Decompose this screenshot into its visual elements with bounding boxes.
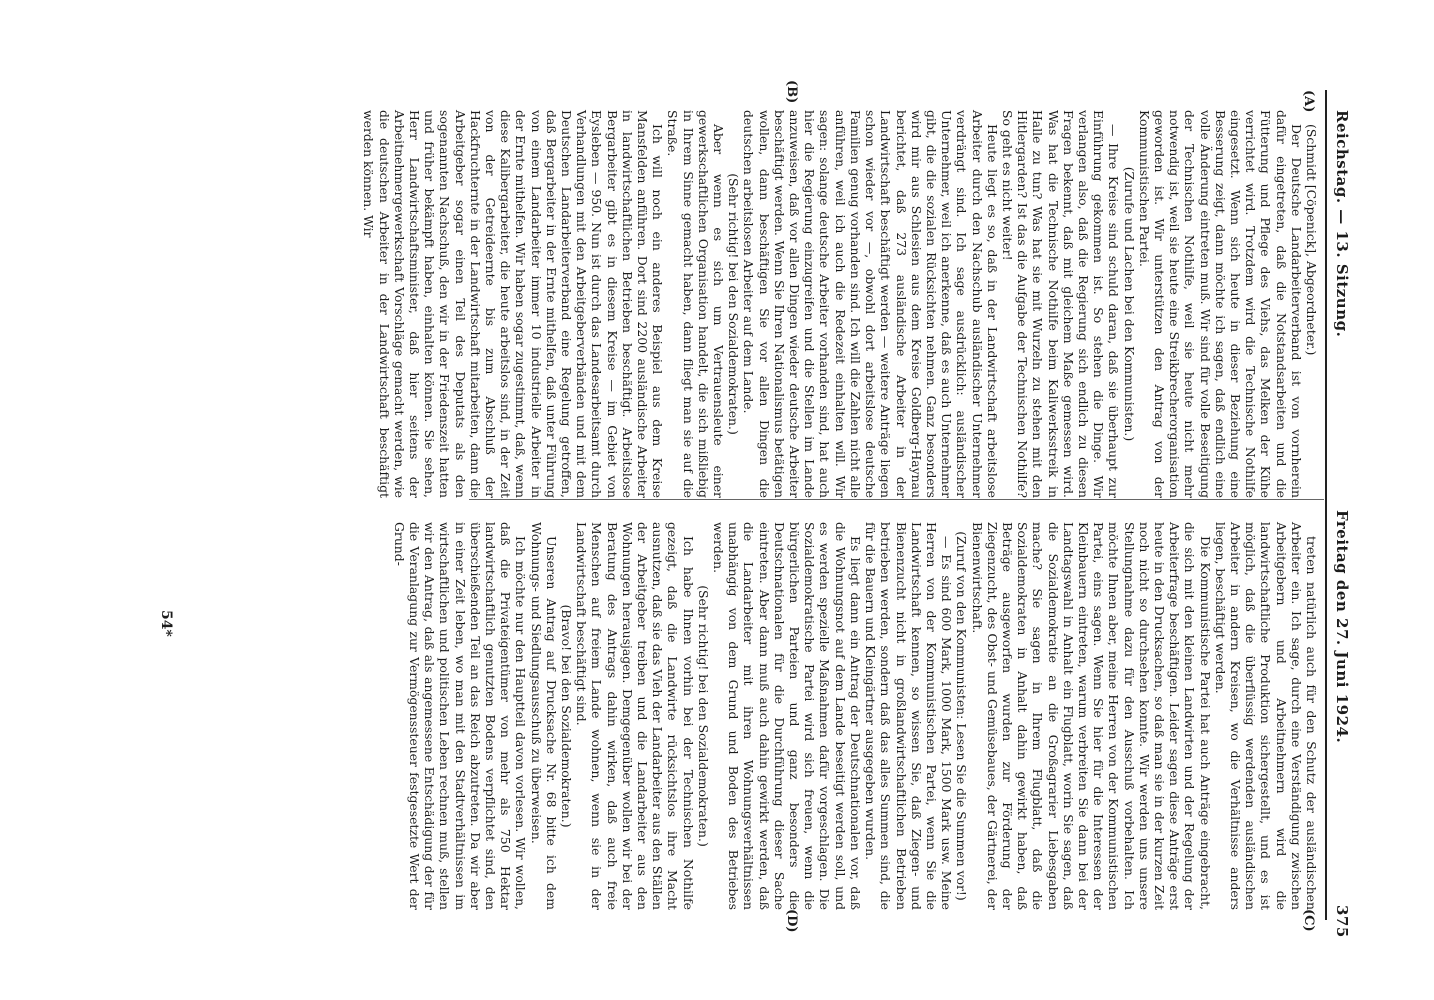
margin-marker-c: (C)	[1301, 909, 1316, 932]
paragraph: Unseren Antrag auf Drucksache Nr. 68 bitte ich dem Wohnungs- und Siedlungsausschuß zu überweisen.	[528, 522, 559, 910]
running-head-session: Reichstag. — 13. Sitzung.	[1333, 110, 1351, 338]
paragraph: — Ihre Kreise sind schuld daran, daß sie überhaupt zur Einführung gekommen ist. So stehen die Dinge. Wir verlangen also, daß die Regierung sich endlich zu diesen Fragen bekennt, daß mit gleichem Maße gemessen wird. Was hat die Technische Nothilfe beim Kaliwerksstreik in Halle zu tun? Was hat sie mit Wurzeln zu stehen mit den Hitlergarden? Ist das die Aufgabe der Technischen Nothilfe? So geht es nicht weiter!	[999, 110, 1122, 498]
running-head-date: Freitag den 27. Juni 1924.	[1333, 510, 1351, 744]
paragraph: — Es sind 600 Mark, 1000 Mark, 1500 Mark usw. Meine Herren von der Kommunistischen Partei, wenn Sie die Landwirtschaft kennen, so wissen Sie, daß Ziegen- und Bienenzucht nicht in großlandwirtschaftlichen Betrieben betrieben werden, sondern daß das alles Summen sind, die für die Bauern und Kleingärtner ausgegeben wurden.	[863, 522, 955, 910]
left-column	[361, 110, 1319, 498]
paragraph: Ich möchte nur den Hauptteil davon vorlesen. Wir wollen, daß die Privateigentümer von mehr als 750 Hektar landwirtschaftlich genutzten Bodens verpflichtet sind, den überschießenden Teil an das Reich abzutreten. Da wir aber in einer Zeit leben, wo man mit den Stadtverhältnissen im wirtschaftlichen und politischen Leben rechnen muß, stellen wir den Antrag, daß als angemessene Entschädigung der für die Veranlagung zur Vermögenssteuer festgesetzte Wert der Grund-	[391, 522, 529, 910]
paragraph: treten natürlich auch für den Schutz der ausländischen Arbeiter ein. Ich sage, durch eine Verständigung zwischen Arbeitgebern und Arbeitnehmern wird die landwirtschaftliche Produktion sichergestellt, und es ist möglich, daß die überflüssig werdenden ausländischen Arbeiter in andern Kreisen, wo die Verhältnisse anders liegen, beschäftigt werden.	[1212, 522, 1319, 910]
paragraph: (Zuruf von den Kommunisten: Lesen Sie die Summen vor!)	[954, 531, 970, 901]
margin-marker-a: (A)	[1301, 90, 1316, 113]
paragraph: Aber wenn es sich um Vertrauensleute einer gewerkschaftlichen Organisation handelt, die sich mißliebig in Ihrem Sinne gemacht haben, dann fliegt man sie auf die Straße.	[665, 110, 727, 498]
paragraph: Heute liegt es so, daß in der Landwirtschaft arbeitslose Arbeiter durch den Nachschub ausländischer Unternehmer verdrängt sind. Ich sage ausdrücklich: ausländischer Unternehmer, weil ich anerkenne, daß es auch Unternehmer gibt, die die sozialen Rücksichten nehmen. Ganz besonders wird mir aus Schlesien aus dem Kreise Goldberg-Haynau berichtet, daß 273 ausländische Arbeiter in der Landwirtschaft beschäftigt werden — weitere Anträge liegen schon wieder vor —, obwohl dort arbeitslose deutsche Familien genug vorhanden sind. Ich will die Zahlen nicht alle anführen, weil ich auch die Redezeit einhalten will. Wir sagen: solange deutsche Arbeiter vorhanden sind, hat auch hier die Regierung einzugreifen und die Stellen im Lande anzuweisen, daß vor allen Dingen wieder deutsche Arbeiter beschäftigt werden. Wenn Sie Ihren Nationalismus betätigen wollen, dann beschäftigen Sie vor allen Dingen die deutschen arbeitslosen Arbeiter auf dem Lande.	[741, 110, 1000, 498]
column-divider	[469, 499, 1324, 500]
right-column	[391, 522, 1319, 910]
paragraph: Ich habe Ihnen vorhin bei der Technischen Nothilfe gezeigt, daß die Landwirte rücksichtslos ihre Macht ausnutzen, daß sie das Vieh der Landarbeiter aus den Ställen der Arbeitgeber treiben und die Landarbeiter aus den Wohnungen herausjagen. Demgegenüber wollen wir bei der Beratung des Antrags dahin wirken, daß auch freie Menschen auf freiem Lande wohnen, wenn sie in der Landwirtschaft beschäftigt sind.	[574, 522, 696, 910]
header-rule	[1325, 90, 1327, 920]
paragraph: Der Deutsche Landarbeiterverband ist von vornherein dafür eingetreten, daß die Notstandsarbeiten und die Fütterung und Pflege des Viehs, das Melken der Kühe verrichtet wird. Trotzdem wird die Technische Nothilfe eingesetzt. Wenn sich heute in dieser Beziehung eine Besserung zeigt, dann möchte ich sagen, daß endlich eine volle Änderung eintreten muß. Wir sind für volle Beseitigung der Technischen Nothilfe, weil sie heute nicht mehr notwendig ist, weil sie heute eine Streikbrecherorganisation geworden ist. Wir unterstützen den Antrag von der Kommunistischen Partei.	[1136, 110, 1304, 498]
paragraph: Es liegt dann ein Antrag der Deutschnationalen vor, daß die Wohnungsnot auf dem Lande beseitigt werden soll, und es werden spezielle Maßnahmen dafür vorgeschlagen. Die Sozialdemokratische Partei wird sich freuen, wenn die bürgerlichen Parteien und ganz besonders die Deutschnationalen für die Durchführung dieser Sache eintreten. Aber dann muß auch dahin gewirkt werden, daß die Landarbeiter mit ihren Wohnungsverhältnissen unabhängig von dem Grund und Boden des Betriebes werden.	[711, 522, 863, 910]
margin-marker-b: (B)	[784, 80, 799, 104]
paragraph: Die Kommunistische Partei hat auch Anträge eingebracht, die sich mit den kleinen Landwirten und der Regelung der Arbeiterfrage beschäftigen. Leider sagen diese Anträge erst heute in den Drucksachen, so daß man sie in der kurzen Zeit noch nicht so durchsehen konnte. Wir werden uns unsere Stellungnahme dazu für den Ausschuß vorbehalten. Ich möchte Ihnen aber, meine Herren von der Kommunistischen Partei, eins sagen. Wenn Sie hier für die Interessen der Kleinbauern eintreten, warum verbreiten Sie dann bei der Landtagswahl in Anhalt ein Flugblatt, worin Sie sagen, daß die Sozialdemokratie an die Großagrarier Liebesgaben mache? Sie sagen in Ihrem Flugblatt, daß die Sozialdemokraten in Anhalt dahin gewirkt haben, daß Beträge ausgeworfen wurden zur Förderung der Ziegenzucht, des Obst- und Gemüsebaues, der Gärtnerei, der Bienenwirtschaft.	[969, 522, 1213, 910]
signature-mark: 54*	[158, 610, 174, 637]
paragraph: Ich will noch ein anderes Beispiel aus dem Kreise Mansfelden anführen. Dort sind 2200 ausländische Arbeiter in landwirtschaftlichen Betrieben beschäftigt. Arbeitslose Bergarbeiter gibt es in diesem Kreise — im Gebiet von Eysleben — 950. Nun ist durch das Landesarbeitsamt durch Verhandlungen mit den Arbeitgeberverbänden und mit dem Deutschen Landarbeiterverband eine Regelung getroffen, daß Bergarbeiter in der Ernte mithelfen, daß unter Führung von einem Landarbeiter immer 10 industrielle Arbeiter in der Ernte mithelfen. Wir haben sogar zugestimmt, daß, wenn diese Kalibergarbeiter, die heute arbeitslos sind, in der Zeit von der Getreideernte bis zum Abschluß der Hackfruchternte in der Landwirtschaft mitarbeiten, dann die Arbeitgeber sogar einen Teil des Deputats als den sogenannten Nachschuß, den wir in der Friedenszeit hatten und früher bekämpft haben, einhalten können. Sie sehen, Herr Landwirtschaftsminister, daß hier seitens der Arbeitnehmergewerkschaft Vorschläge gemacht werden, wie die deutschen Arbeiter in der Landwirtschaft beschäftigt werden können. Wir	[361, 110, 666, 498]
paragraph: (Bravo! bei den Sozialdemokraten.)	[559, 604, 575, 828]
page-number: 375	[1333, 905, 1351, 938]
paragraph: (Sehr richtig! bei den Sozialdemokraten.)	[695, 585, 711, 847]
paragraph: (Schmidt [Cöpenick], Abgeordneter.)	[1304, 124, 1319, 356]
margin-marker-d: (D)	[784, 909, 799, 933]
paragraph: (Zurufe und Lachen bei den Kommunisten.)	[1121, 166, 1137, 442]
paragraph: (Sehr richtig! bei den Sozialdemokraten.)	[726, 173, 742, 435]
